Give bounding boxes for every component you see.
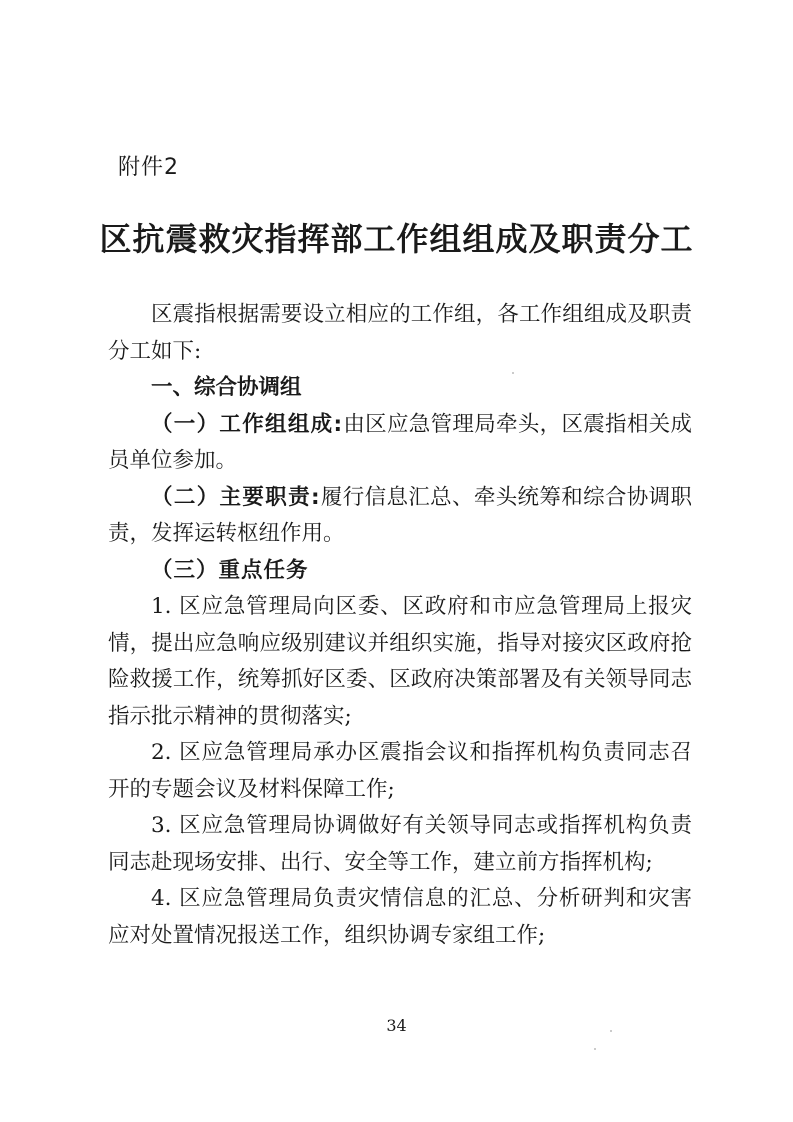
scan-speck (512, 372, 514, 374)
task-item: 4. 区应急管理局负责灾情信息的汇总、分析研判和灾害应对处置情况报送工作，组织协调专家组工作; (108, 886, 692, 948)
tasks-label: （三）重点任务 (151, 557, 309, 583)
document-title: 区抗震救灾指挥部工作组组成及职责分工 (99, 220, 694, 258)
document-body (108, 297, 692, 954)
scan-speck (594, 1048, 596, 1050)
attachment-label: 附件2 (118, 155, 179, 180)
scan-speck (610, 1030, 612, 1032)
duties-text: 履行信息汇总、牵头统筹和综合协调职责，发挥运转枢纽作用。 (108, 484, 692, 546)
duties-paragraph (108, 480, 692, 553)
intro-paragraph: 区震指根据需要设立相应的工作组，各工作组组成及职责分工如下: (108, 302, 692, 364)
composition-paragraph (108, 407, 692, 480)
section-heading-text: 一、综合协调组 (151, 375, 302, 400)
task-item: 3. 区应急管理局协调做好有关领导同志或指挥机构负责同志赴现场安排、出行、安全等工作，建立前方指挥机构; (108, 813, 692, 875)
composition-text: 由区应急管理局牵头，区震指相关成员单位参加。 (108, 411, 692, 473)
duties-label: （二）主要职责: (151, 484, 321, 510)
tasks-heading (108, 553, 692, 590)
task-item: 1. 区应急管理局向区委、区政府和市应急管理局上报灾情，提出应急响应级别建议并组织实施，指导对接灾区政府抢险救援工作，统筹抓好区委、区政府决策部署及有关领导同志指示批示精神的贯彻落实; (108, 594, 692, 729)
composition-label: （一）工作组组成: (151, 411, 344, 437)
page-number: 34 (386, 1016, 407, 1035)
task-item: 2. 区应急管理局承办区震指会议和指挥机构负责同志召开的专题会议及材料保障工作; (108, 740, 692, 802)
section-heading (108, 370, 692, 407)
